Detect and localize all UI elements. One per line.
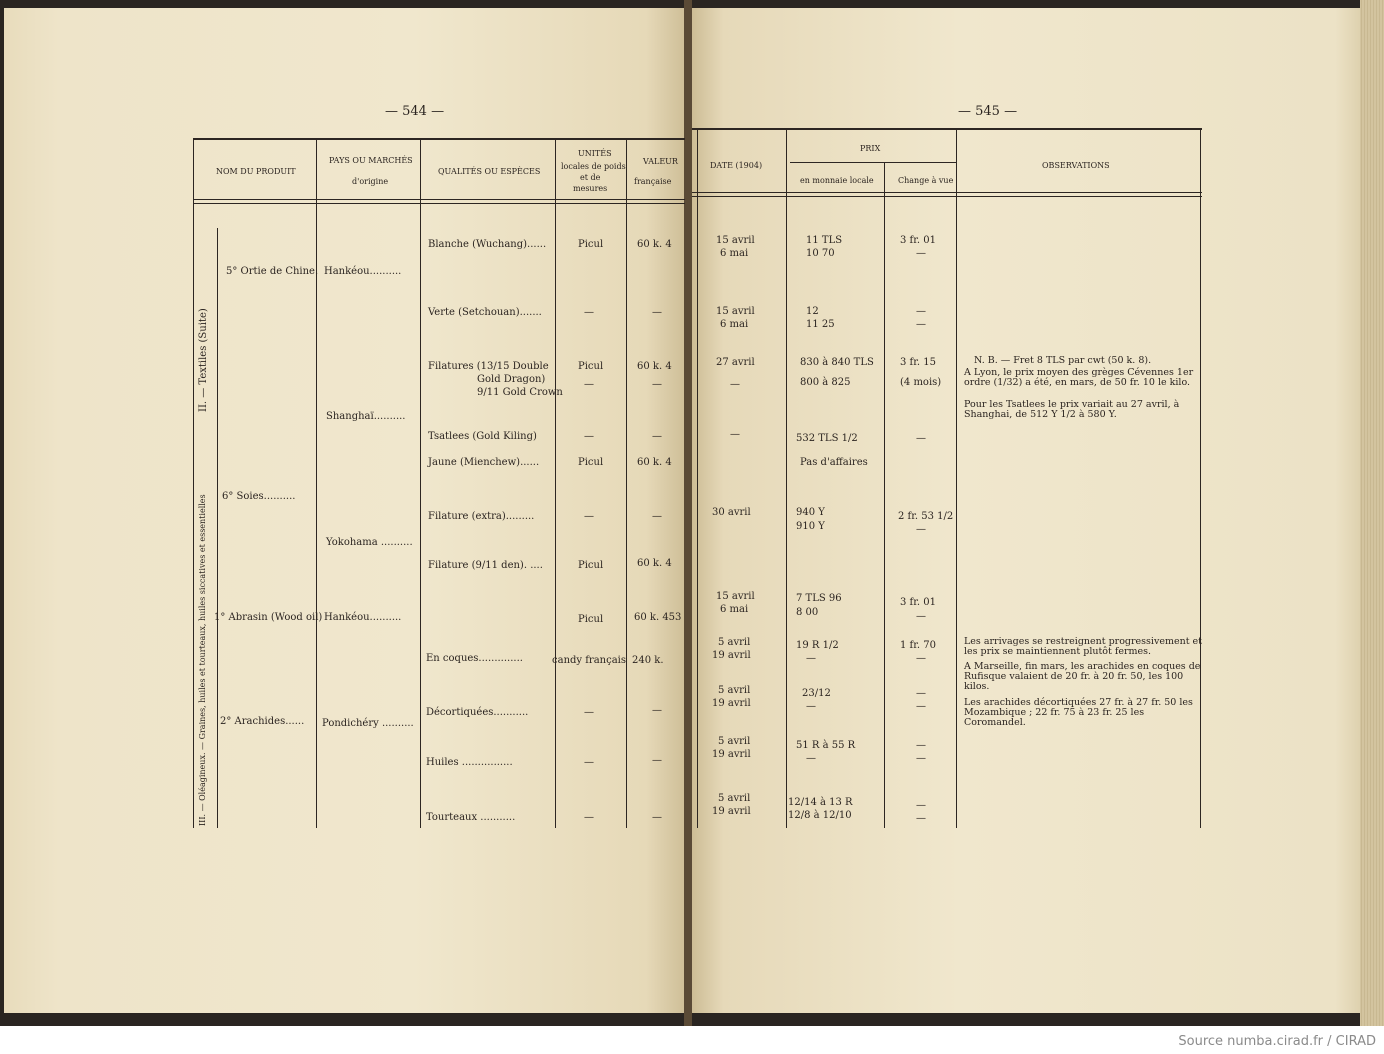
col-line (420, 138, 421, 828)
row-qualite: Filature (9/11 den). .... (428, 560, 543, 571)
row-change1: 3 fr. 01 (900, 235, 937, 246)
row-change1: — (916, 433, 926, 444)
row-date1: 5 avril (718, 793, 751, 804)
col-line (193, 138, 194, 828)
row-prix1: 532 TLS 1/2 (796, 433, 858, 444)
row-prix2: 11 25 (806, 319, 835, 330)
header-unites: UNITÉS (578, 149, 612, 158)
row-change2: — (916, 611, 926, 622)
row-valeur: 60 k. 4 (637, 558, 672, 569)
row-valeur: — (652, 705, 662, 716)
row-date2: 6 mai (720, 248, 749, 259)
row-qualite: Tsatlees (Gold Kiling) (428, 431, 537, 442)
market-shanghai: Shanghaï.......... (326, 411, 406, 422)
observation-tsatlees: Pour les Tsatlees le prix variait au 27 avril, à Shanghai, de 512 Y 1/2 à 580 Y. (964, 399, 1180, 420)
page-edges (1360, 0, 1384, 1026)
observation-lyon: A Lyon, le prix moyen des grèges Cévennes 1er ordre (1/32) a été, en mars, de 50 fr. 10 le kilo. (964, 367, 1194, 388)
row-valeur-2: — (652, 379, 662, 390)
row-change1: 3 fr. 15 (900, 357, 937, 368)
row-valeur: — (652, 431, 662, 442)
row-prix1: 12/14 à 13 R (788, 797, 853, 808)
row-qualite: Huiles ................ (426, 757, 513, 768)
market-hankeou: Hankéou.......... (324, 266, 402, 277)
row-unite: Picul (578, 361, 604, 372)
header-change: Change à vue (898, 176, 954, 185)
row-valeur: 60 k. 453 (634, 612, 682, 623)
row-date1: 15 avril (716, 306, 755, 317)
row-prix2: 8 00 (796, 607, 819, 618)
row-unite: — (584, 431, 594, 442)
row-prix1: 51 R à 55 R (796, 740, 856, 751)
book-spine (684, 0, 692, 1026)
product-soies: 6° Soies.......... (222, 491, 296, 502)
row-date2: 6 mai (720, 604, 749, 615)
col-line (626, 138, 627, 828)
header-date: DATE (1904) (710, 161, 763, 170)
section-textiles: II. — Textiles (Suite) (198, 308, 209, 412)
row-change2: (4 mois) (900, 377, 942, 388)
row-prix2: — (806, 701, 816, 712)
header-rule (193, 199, 685, 200)
row-unite: Picul (578, 457, 604, 468)
row-prix1: 7 TLS 96 (796, 593, 842, 604)
row-qualite-2: Gold Dragon) (477, 374, 546, 385)
col-line (555, 138, 556, 828)
row-change2: — (916, 653, 926, 664)
source-credit: Source numba.cirad.fr / CIRAD (1178, 1034, 1376, 1049)
col-line (956, 128, 957, 828)
row-date1: 5 avril (718, 637, 751, 648)
row-qualite: Jaune (Mienchew)...... (428, 457, 540, 468)
header-valeur: VALEUR (643, 157, 678, 166)
table-top-rule (193, 138, 685, 140)
header-unites-2: locales de poids (561, 162, 626, 171)
observation-decortiquees: Les arachides décortiquées 27 fr. à 27 fr. 50 les Mozambique ; 22 fr. 75 à 23 fr. 25 les Coromandel. (964, 697, 1193, 728)
row-change2: — (916, 701, 926, 712)
row-change2: — (916, 524, 926, 535)
row-prix2: — (806, 653, 816, 664)
header-pays: PAYS OU MARCHÉS (329, 156, 413, 165)
col-line (316, 138, 317, 828)
header-unites-4: mesures (573, 184, 608, 193)
row-prix1: 23/12 (802, 688, 831, 699)
col-line (884, 162, 885, 828)
row-prix1: 940 Y (796, 507, 825, 518)
row-valeur: — (652, 755, 662, 766)
row-qualite-3: 9/11 Gold Crown (477, 387, 563, 398)
row-qualite: Tourteaux ........... (426, 812, 516, 823)
row-date2: — (730, 379, 740, 390)
product-ortie: 5° Ortie de Chine. (226, 266, 319, 277)
row-qualite: Décortiquées........... (426, 707, 529, 718)
row-date1: 30 avril (712, 507, 751, 518)
row-date2: 19 avril (712, 806, 751, 817)
right-page (690, 8, 1362, 1013)
observation-nb: N. B. — Fret 8 TLS par cwt (50 k. 8). (974, 355, 1152, 366)
row-date2: 19 avril (712, 749, 751, 760)
row-date1: 5 avril (718, 736, 751, 747)
row-prix1: 11 TLS (806, 235, 843, 246)
row-valeur: 60 k. 4 (637, 239, 672, 250)
row-prix2: 910 Y (796, 521, 825, 532)
row-change2: — (916, 319, 926, 330)
row-valeur: 240 k. (632, 655, 664, 666)
row-valeur: — (652, 511, 662, 522)
market-yokohama: Yokohama .......... (326, 537, 413, 548)
market-hankeou-2: Hankéou.......... (324, 612, 402, 623)
section-oleagineux: III. — Oléagineux. — Graines, huiles et tourteaux, huiles siccatives et essentielles (198, 494, 207, 826)
market-pondichery: Pondichéry .......... (322, 718, 414, 729)
row-prix1: 12 (806, 306, 819, 317)
col-line (697, 128, 698, 828)
prix-rule (790, 162, 956, 163)
row-prix1: Pas d'affaires (800, 457, 868, 468)
table-top-rule-right (692, 128, 1202, 130)
row-valeur: 60 k. 4 (637, 457, 672, 468)
row-date2: 6 mai (720, 319, 749, 330)
row-prix2: 800 à 825 (800, 377, 851, 388)
group-bracket (217, 228, 218, 828)
row-valeur: — (652, 307, 662, 318)
row-unite: Picul (578, 614, 604, 625)
header-rule-right-double (692, 196, 1202, 197)
row-unite: Picul (578, 560, 604, 571)
row-change2: — (916, 813, 926, 824)
row-date1: 15 avril (716, 235, 755, 246)
observation-arrivages: Les arrivages se restreignent progressivement et les prix se maintiennent plutôt fermes. (964, 636, 1202, 657)
header-unites-3: et de (580, 173, 601, 182)
row-unite: — (584, 812, 594, 823)
row-change1: — (916, 800, 926, 811)
right-page-number: — 545 — (958, 104, 1018, 119)
row-unite: — (584, 511, 594, 522)
row-change1: 2 fr. 53 1/2 (898, 511, 954, 522)
row-change1: — (916, 306, 926, 317)
row-qualite: Blanche (Wuchang)...... (428, 239, 547, 250)
row-prix2: 12/8 à 12/10 (788, 810, 852, 821)
row-date1: 15 avril (716, 591, 755, 602)
header-valeur-sub: française (634, 177, 672, 186)
header-rule-right (692, 192, 1202, 193)
row-change1: — (916, 740, 926, 751)
header-monnaie: en monnaie locale (800, 176, 874, 185)
row-prix2: — (806, 753, 816, 764)
row-qualite: Filatures (13/15 Double (428, 361, 549, 372)
row-date2: 19 avril (712, 698, 751, 709)
row-valeur: 60 k. 4 (637, 361, 672, 372)
row-change2: — (916, 753, 926, 764)
observation-marseille: A Marseille, fin mars, les arachides en coques de Rufisque valaient de 20 fr. à 20 fr. 50, les 100 kilos. (964, 661, 1201, 692)
row-prix1: 830 à 840 TLS (800, 357, 874, 368)
row-unite: candy français (552, 655, 627, 666)
header-rule-double (193, 203, 685, 204)
row-date1: 27 avril (716, 357, 755, 368)
row-qualite: Verte (Setchouan)....... (428, 307, 542, 318)
row-unite: — (584, 307, 594, 318)
row-unite-2: — (584, 379, 594, 390)
row-date1: 5 avril (718, 685, 751, 696)
row-unite: — (584, 757, 594, 768)
row-prix1: 19 R 1/2 (796, 640, 839, 651)
product-abrasin: 1° Abrasin (Wood oil) (214, 612, 323, 623)
header-prix: PRIX (860, 144, 881, 153)
row-unite: Picul (578, 239, 604, 250)
row-date2: 19 avril (712, 650, 751, 661)
header-observations: OBSERVATIONS (1042, 161, 1110, 170)
row-change1: — (916, 688, 926, 699)
row-qualite: Filature (extra)......... (428, 511, 535, 522)
col-line (786, 128, 787, 828)
row-change2: — (916, 248, 926, 259)
row-qualite: En coques.............. (426, 653, 523, 664)
row-change1: 3 fr. 01 (900, 597, 937, 608)
header-nom: NOM DU PRODUIT (216, 167, 296, 176)
row-change1: 1 fr. 70 (900, 640, 937, 651)
product-arachides: 2° Arachides...... (220, 716, 305, 727)
header-pays-sub: d'origine (352, 177, 389, 186)
header-qualites: QUALITÉS OU ESPÈCES (438, 167, 541, 176)
row-unite: — (584, 707, 594, 718)
row-date1: — (730, 429, 740, 440)
row-valeur: — (652, 812, 662, 823)
left-page-number: — 544 — (385, 104, 445, 119)
row-prix2: 10 70 (806, 248, 835, 259)
